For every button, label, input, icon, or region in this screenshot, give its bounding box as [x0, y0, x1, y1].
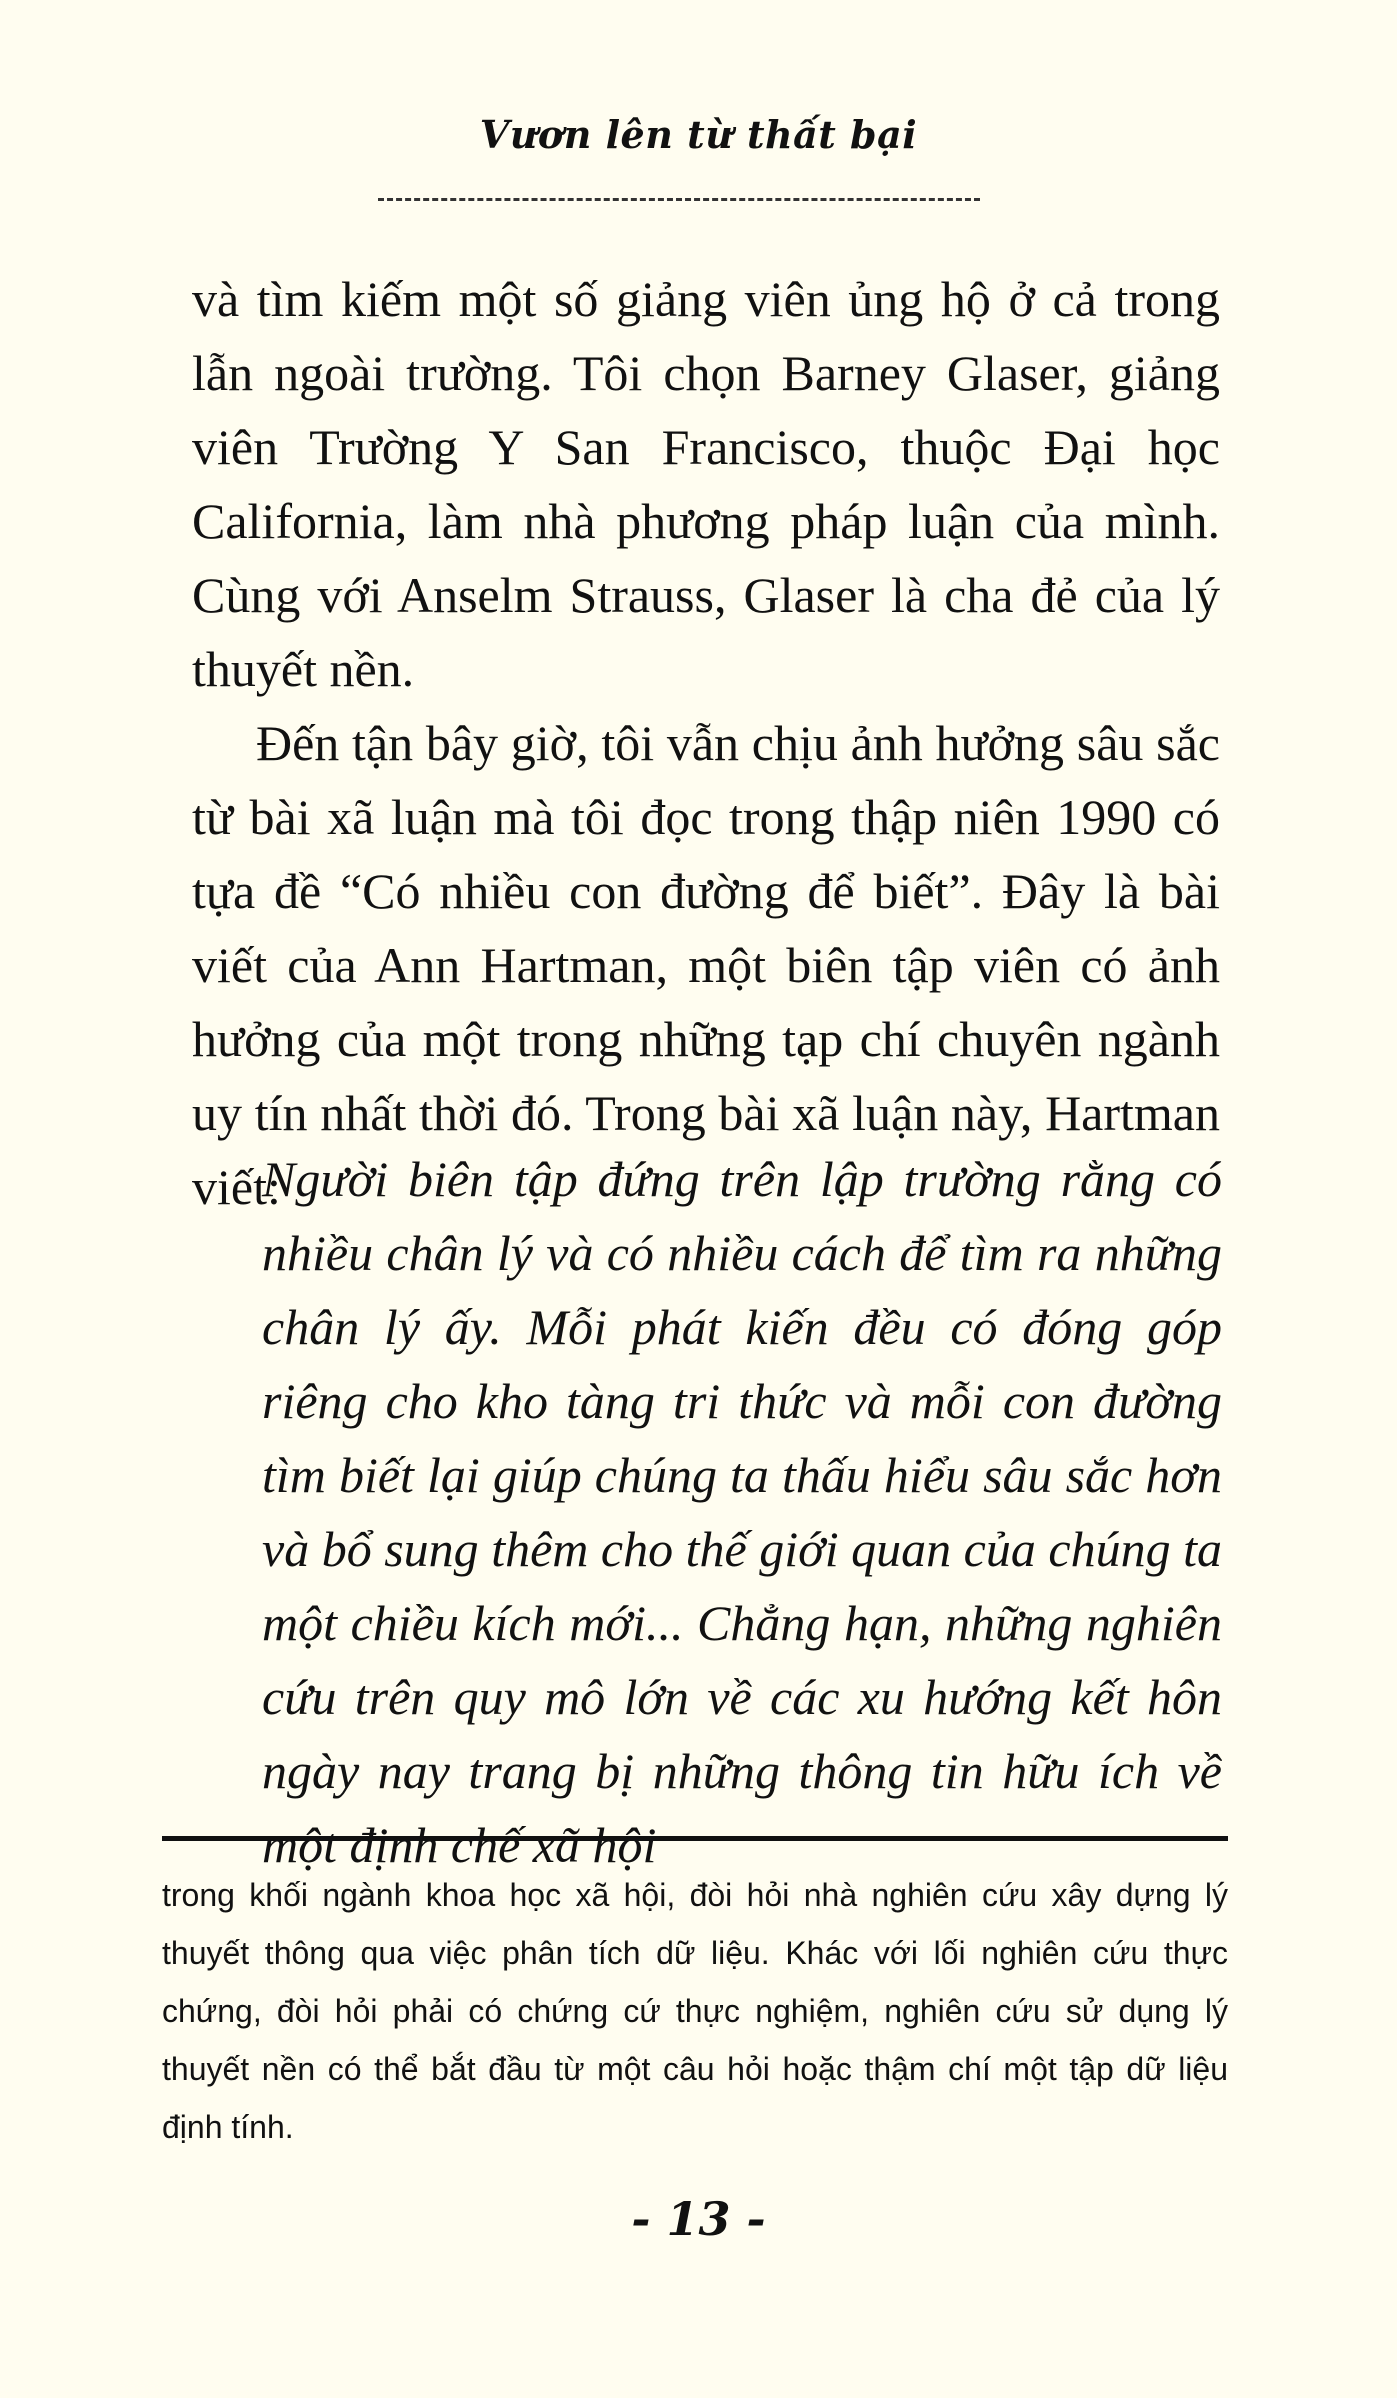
footnote: trong khối ngành khoa học xã hội, đòi hỏi nhà nghiên cứu xây dựng lý thuyết thông qua việc phân tích dữ liệu. Khác với lối nghiên cứu thực chứng, đòi hỏi phải có chứng cứ thực nghiệm, nghiên cứu sử dụng lý thuyết nền có thể bắt đầu từ một câu hỏi hoặc thậm chí một tập dữ liệu định tính.: [162, 1877, 1228, 2145]
body-paragraph-2: Đến tận bây giờ, tôi vẫn chịu ảnh hưởng sâu sắc từ bài xã luận mà tôi đọc trong thập niên 1990 có tựa đề “Có nhiều con đường để biết”. Đây là bài viết của Ann Hartman, một biên tập viên có ảnh hưởng của một trong những tạp chí chuyên ngành uy tín nhất thời đó. Trong bài xã luận này, Hartman viết:: [192, 715, 1220, 1215]
page-number: - 13 -: [631, 2192, 766, 2246]
body-text: [192, 262, 1220, 1224]
running-head: Vươn lên từ thất bại: [479, 112, 918, 157]
footnote-divider: [162, 1836, 1228, 1841]
block-quote: Người biên tập đứng trên lập trường rằng có nhiều chân lý và có nhiều cách để tìm ra những chân lý ấy. Mỗi phát kiến đều có đóng góp riêng cho kho tàng tri thức và mỗi con đường tìm biết lại giúp chúng ta thấu hiểu sâu sắc hơn và bổ sung thêm cho thế giới quan của chúng ta một chiều kích mới... Chẳng hạn, những nghiên cứu trên quy mô lớn về các xu hướng kết hôn ngày nay trang bị những thông tin hữu ích về một định chế xã hội: [262, 1151, 1222, 1873]
header-dashed-divider: [378, 198, 980, 201]
body-paragraph-1: và tìm kiếm một số giảng viên ủng hộ ở cả trong lẫn ngoài trường. Tôi chọn Barney Glaser, giảng viên Trường Y San Francisco, thuộc Đại học California, làm nhà phương pháp luận của mình. Cùng với Anselm Strauss, Glaser là cha đẻ của lý thuyết nền.: [192, 271, 1220, 697]
